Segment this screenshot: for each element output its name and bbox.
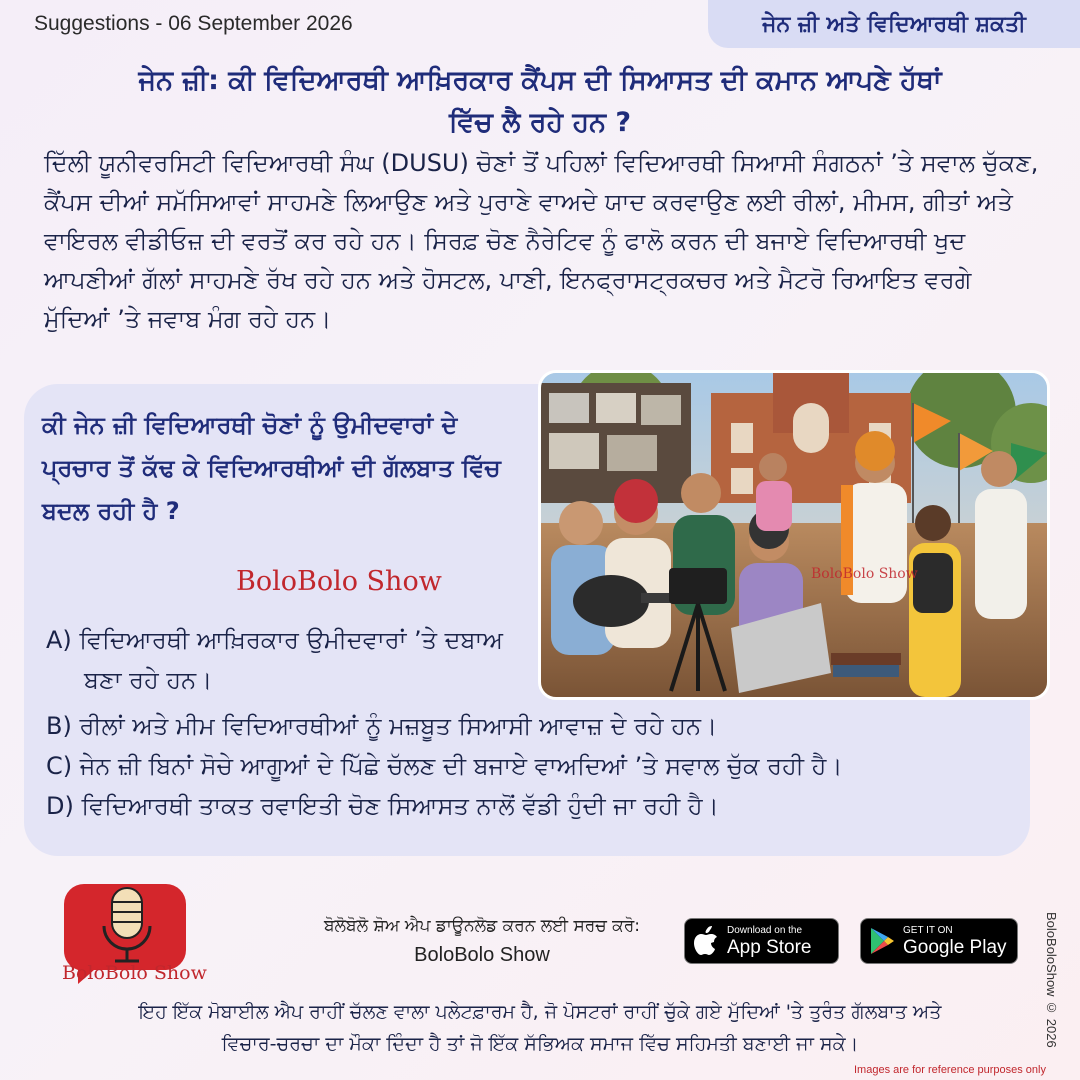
footer-line-1: ਇਹ ਇੱਕ ਮੋਬਾਈਲ ਐਪ ਰਾਹੀਂ ਚੱਲਣ ਵਾਲਾ ਪਲੇਟਫ਼ਾਰਮ ਹੈ, ਜੋ ਪੋਸਟਰਾਂ ਰਾਹੀਂ ਚੁੱਕੇ ਗਏ ਮੁੱਦਿਆਂ 'ਤੇ ਤੁਰੰਤ ਗੱਲਬਾਤ ਅਤੇ (138, 1001, 942, 1023)
app-store-small-label: Download on the (727, 924, 803, 936)
app-store-label: App Store (727, 936, 812, 958)
headline-line-1: ਜੇਨ ਜ਼ੀ: ਕੀ ਵਿਦਿਆਰਥੀ ਆਖ਼ਿਰਕਾਰ ਕੈਂਪਸ ਦੀ ਸਿਆਸਤ ਦੀ ਕਮਾਨ ਆਪਣੇ ਹੱਥਾਂ (138, 65, 942, 96)
headline-line-2: ਵਿੱਚ ਲੈ ਰਹੇ ਹਨ ? (448, 107, 632, 138)
google-play-icon (861, 927, 903, 955)
category-tag: ਜੇਨ ਜ਼ੀ ਅਤੇ ਵਿਦਿਆਰਥੀ ਸ਼ਕਤੀ (708, 0, 1080, 48)
apple-icon (685, 926, 727, 956)
headline (40, 60, 1040, 144)
footer-description (80, 996, 1000, 1060)
download-app-name: BoloBolo Show (414, 944, 550, 966)
app-store-button[interactable] (684, 918, 839, 964)
google-play-label: Google Play (903, 936, 1007, 958)
question-text: ਕੀ ਜੇਨ ਜ਼ੀ ਵਿਦਿਆਰਥੀ ਚੋਣਾਂ ਨੂੰ ਉਮੀਦਵਾਰਾਂ ਦੇ ਪ੍ਰਚਾਰ ਤੋਂ ਕੱਢ ਕੇ ਵਿਦਿਆਰਥੀਆਂ ਦੀ ਗੱਲਬਾਤ ਵਿੱਚ ਬਦਲ ਰਹੀ ਹੈ ? (42, 411, 501, 525)
option-a[interactable]: A) ਵਿਦਿਆਰਥੀ ਆਖ਼ਿਰਕਾਰ ਉਮੀਦਵਾਰਾਂ ’ਤੇ ਦਬਾਅ ਬਣਾ ਰਹੇ ਹਨ। (46, 626, 503, 694)
option-d[interactable]: D) ਵਿਦਿਆਰਥੀ ਤਾਕਤ ਰਵਾਇਤੀ ਚੋਣ ਸਿਆਸਤ ਨਾਲੋਂ ਵੱਡੀ ਹੁੰਦੀ ਜਾ ਰਹੀ ਹੈ। (46, 792, 719, 820)
option-c[interactable]: C) ਜੇਨ ਜ਼ੀ ਬਿਨਾਂ ਸੋਚੇ ਆਗੂਆਂ ਦੇ ਪਿੱਛੇ ਚੱਲਣ ਦੀ ਬਜਾਏ ਵਾਅਦਿਆਂ ’ਤੇ ਸਵਾਲ ਚੁੱਕ ਰਹੀ ਹੈ। (46, 752, 843, 780)
download-instruction: ਬੋਲੋਬੋਲੋ ਸ਼ੋਅ ਐਪ ਡਾਊਨਲੋਡ ਕਰਨ ਲਈ ਸਰਚ ਕਰੋ: (323, 916, 641, 936)
photo-watermark: BoloBolo Show (811, 566, 918, 582)
option-b[interactable]: B) ਰੀਲਾਂ ਅਤੇ ਮੀਮ ਵਿਦਿਆਰਥੀਆਂ ਨੂੰ ਮਜ਼ਬੂਤ ਸਿਆਸੀ ਆਵਾਜ਼ ਦੇ ਰਹੇ ਹਨ। (46, 712, 718, 740)
google-play-button[interactable] (860, 918, 1018, 964)
answer-options (46, 620, 1026, 826)
logo-text: BoloBolo Show (62, 962, 207, 984)
download-prompt (300, 916, 664, 967)
google-play-small-label: GET IT ON (903, 924, 953, 936)
brand-watermark: BoloBolo Show (236, 566, 442, 597)
footer-line-2: ਵਿਚਾਰ-ਚਰਚਾ ਦਾ ਮੌਕਾ ਦਿੰਦਾ ਹੈ ਤਾਂ ਜੋ ਇੱਕ ਸੱਭਿਅਕ ਸਮਾਜ ਵਿੱਚ ਸਹਿਮਤੀ ਬਣਾਈ ਜਾ ਸਕੇ। (221, 1033, 859, 1055)
reference-note: Images are for reference purposes only (854, 1064, 1046, 1076)
intro-paragraph: ਦਿੱਲੀ ਯੂਨੀਵਰਸਿਟੀ ਵਿਦਿਆਰਥੀ ਸੰਘ (DUSU) ਚੋਣਾਂ ਤੋਂ ਪਹਿਲਾਂ ਵਿਦਿਆਰਥੀ ਸਿਆਸੀ ਸੰਗਠਨਾਂ ’ਤੇ ਸਵਾਲ ਚੁੱਕਣ, ਕੈਂਪਸ ਦੀਆਂ ਸਮੱਸਿਆਵਾਂ ਸਾਹਮਣੇ ਲਿਆਉਣ ਅਤੇ ਪੁਰਾਣੇ ਵਾਅਦੇ ਯਾਦ ਕਰਵਾਉਣ ਲਈ ਰੀਲਾਂ, ਮੀਮਸ, ਗੀਤਾਂ ਅਤੇ ਵਾਇਰਲ ਵੀਡੀਓਜ਼ ਦੀ ਵਰਤੋਂ ਕਰ ਰਹੇ ਹਨ। ਸਿਰਫ਼ ਚੋਣ ਨੈਰੇਟਿਵ ਨੂੰ ਫਾਲੋ ਕਰਨ ਦੀ ਬਜਾਏ ਵਿਦਿਆਰਥੀ ਖੁਦ ਆਪਣੀਆਂ ਗੱਲਾਂ ਸਾਹਮਣੇ ਰੱਖ ਰਹੇ ਹਨ ਅਤੇ ਹੋਸਟਲ, ਪਾਣੀ, ਇਨਫ੍ਰਾਸਟ੍ਰਕਚਰ ਅਤੇ ਮੈਟਰੋ ਰਿਆਇਤ ਵਰਗੇ ਮੁੱਦਿਆਂ ’ਤੇ ਜਵਾਬ ਮੰਗ ਰਹੇ ਹਨ। (44, 149, 1039, 333)
copyright-notice: BoloBoloShow © 2026 (1044, 912, 1059, 1048)
date-label: Suggestions - 06 September 2026 (34, 12, 353, 35)
